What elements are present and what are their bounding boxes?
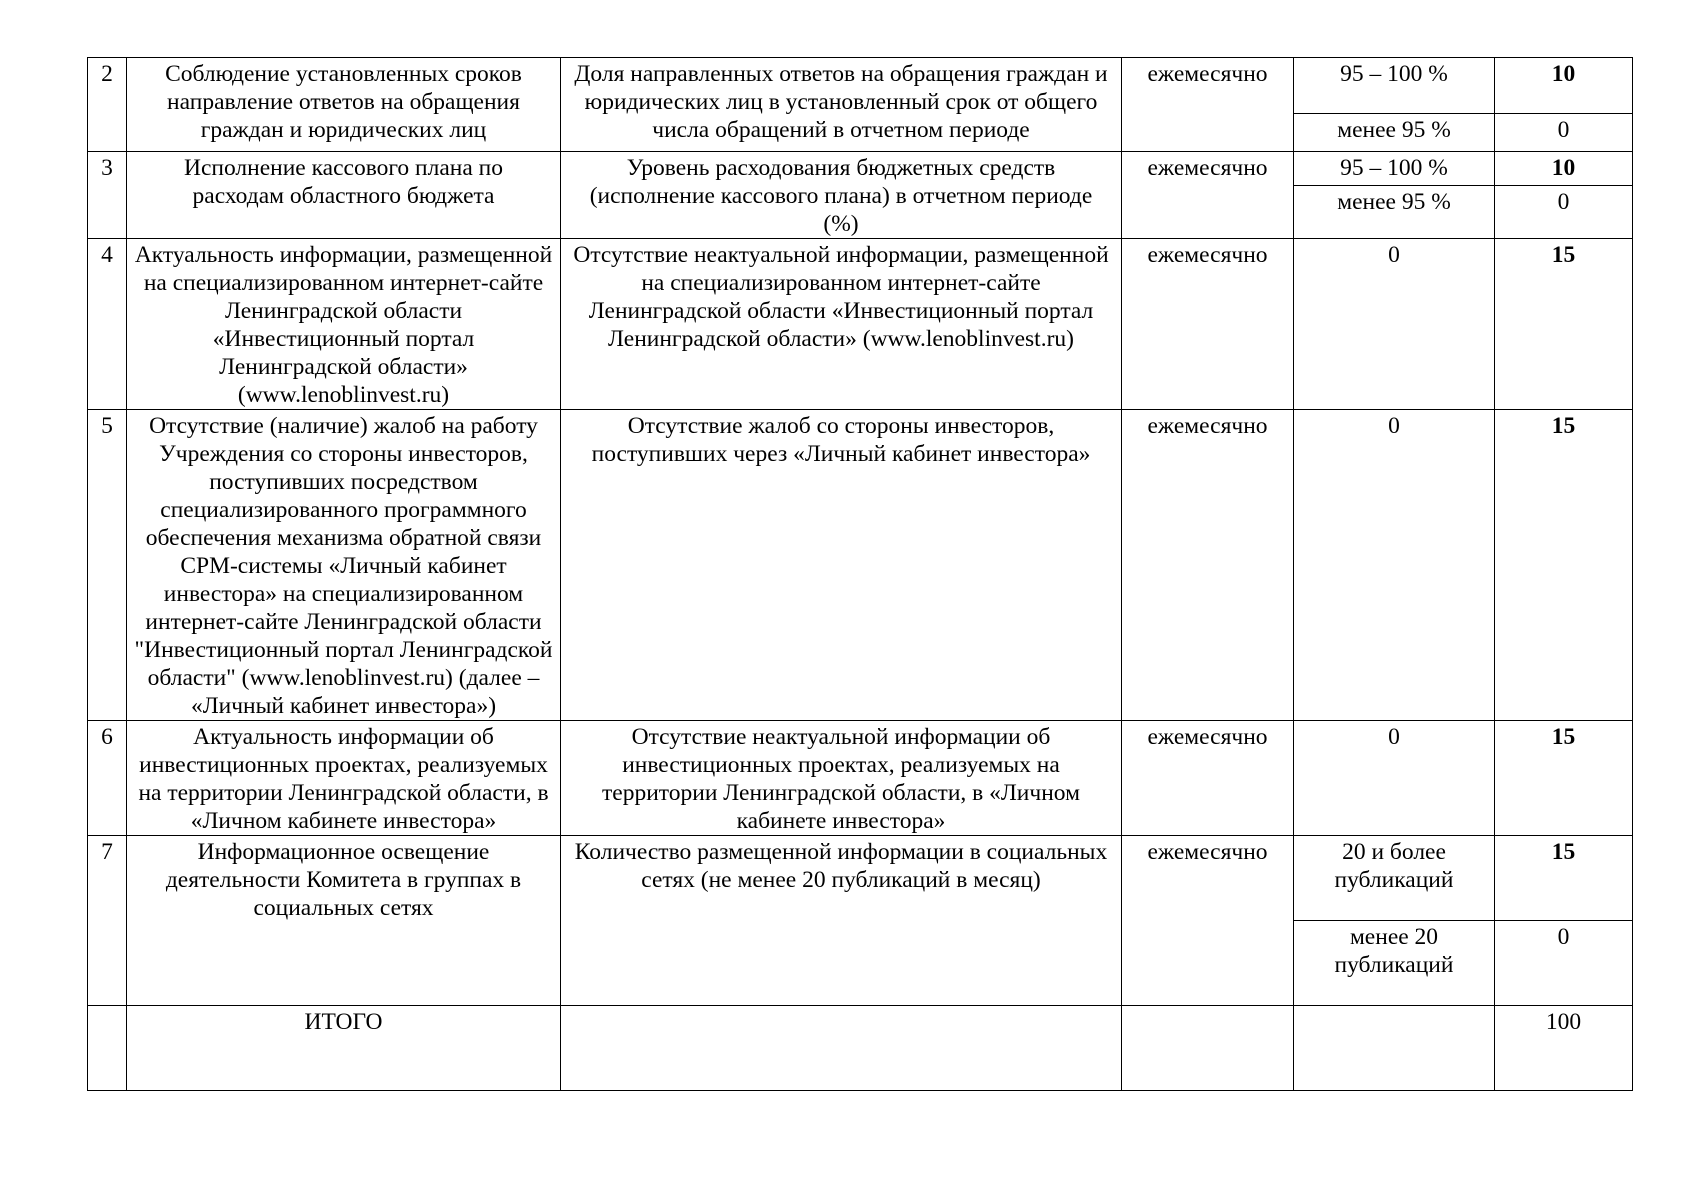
row-number: 3 (88, 152, 127, 239)
value-cell: 20 и более публикаций (1294, 836, 1495, 921)
value-cell: 0 (1294, 239, 1495, 410)
indicator-cell: Уровень расходования бюджетных средств (исполнение кассового плана) в отчетном периоде (%) (561, 152, 1122, 239)
row-number: 6 (88, 721, 127, 836)
value-cell: 95 – 100 % (1294, 152, 1495, 186)
period-cell: ежемесячно (1122, 152, 1294, 239)
table-row (88, 152, 1633, 186)
period-cell: ежемесячно (1122, 836, 1294, 1006)
indicator-cell: Отсутствие неактуальной информации, размещенной на специализированном интернет-сайте Ленинградской области «Инвестиционный портал Ленинградской области» (www.lenoblinvest.ru) (561, 239, 1122, 410)
period-cell (1122, 1006, 1294, 1091)
row-number: 5 (88, 410, 127, 721)
value-cell: 0 (1294, 721, 1495, 836)
value-cell: менее 95 % (1294, 114, 1495, 152)
value-cell: 95 – 100 % (1294, 58, 1495, 114)
points-cell: 15 (1495, 239, 1633, 410)
value-cell: менее 95 % (1294, 185, 1495, 238)
row-number: 7 (88, 836, 127, 1006)
indicator-cell: Отсутствие неактуальной информации об инвестиционных проектах, реализуемых на территории Ленинградской области, в «Личном кабинете инвестора» (561, 721, 1122, 836)
points-cell: 10 (1495, 58, 1633, 114)
indicator-cell: Доля направленных ответов на обращения граждан и юридических лиц в установленный срок от общего числа обращений в отчетном периоде (561, 58, 1122, 152)
criterion-cell: Актуальность информации об инвестиционных проектах, реализуемых на территории Ленинградской области, в «Личном кабинете инвестора» (127, 721, 561, 836)
criterion-cell: Актуальность информации, размещенной на специализированном интернет-сайте Ленинградской области «Инвестиционный портал Ленинградской области» (www.lenoblinvest.ru) (127, 239, 561, 410)
points-cell: 10 (1495, 152, 1633, 186)
row-number (88, 1006, 127, 1091)
indicator-cell: Отсутствие жалоб со стороны инвесторов, поступивших через «Личный кабинет инвестора» (561, 410, 1122, 721)
criteria-table (87, 57, 1633, 1091)
criterion-cell: Соблюдение установленных сроков направление ответов на обращения граждан и юридических лиц (127, 58, 561, 152)
total-row (88, 1006, 1633, 1091)
value-cell (1294, 1006, 1495, 1091)
indicator-cell (561, 1006, 1122, 1091)
period-cell: ежемесячно (1122, 410, 1294, 721)
total-label: ИТОГО (127, 1006, 561, 1091)
table-row (88, 836, 1633, 921)
period-cell: ежемесячно (1122, 239, 1294, 410)
table-row (88, 239, 1633, 410)
value-cell: 0 (1294, 410, 1495, 721)
period-cell: ежемесячно (1122, 721, 1294, 836)
table-row (88, 410, 1633, 721)
table-row (88, 721, 1633, 836)
value-cell: менее 20 публикаций (1294, 921, 1495, 1006)
period-cell: ежемесячно (1122, 58, 1294, 152)
points-cell: 0 (1495, 114, 1633, 152)
points-cell: 0 (1495, 921, 1633, 1006)
points-cell: 15 (1495, 836, 1633, 921)
criterion-cell: Отсутствие (наличие) жалоб на работу Учреждения со стороны инвесторов, поступивших посредством специализированного программного обеспечения механизма обратной связи CPM-системы «Личный кабинет инвестора» на специализированном интернет-сайте Ленинградской области "Инвестиционный портал Ленинградской области" (www.lenoblinvest.ru) (далее – «Личный кабинет инвестора») (127, 410, 561, 721)
indicator-cell: Количество размещенной информации в социальных сетях (не менее 20 публикаций в месяц) (561, 836, 1122, 1006)
row-number: 4 (88, 239, 127, 410)
points-cell: 0 (1495, 185, 1633, 238)
row-number: 2 (88, 58, 127, 152)
total-points: 100 (1495, 1006, 1633, 1091)
criterion-cell: Исполнение кассового плана по расходам областного бюджета (127, 152, 561, 239)
points-cell: 15 (1495, 721, 1633, 836)
points-cell: 15 (1495, 410, 1633, 721)
criterion-cell: Информационное освещение деятельности Комитета в группах в социальных сетях (127, 836, 561, 1006)
table-row (88, 58, 1633, 114)
